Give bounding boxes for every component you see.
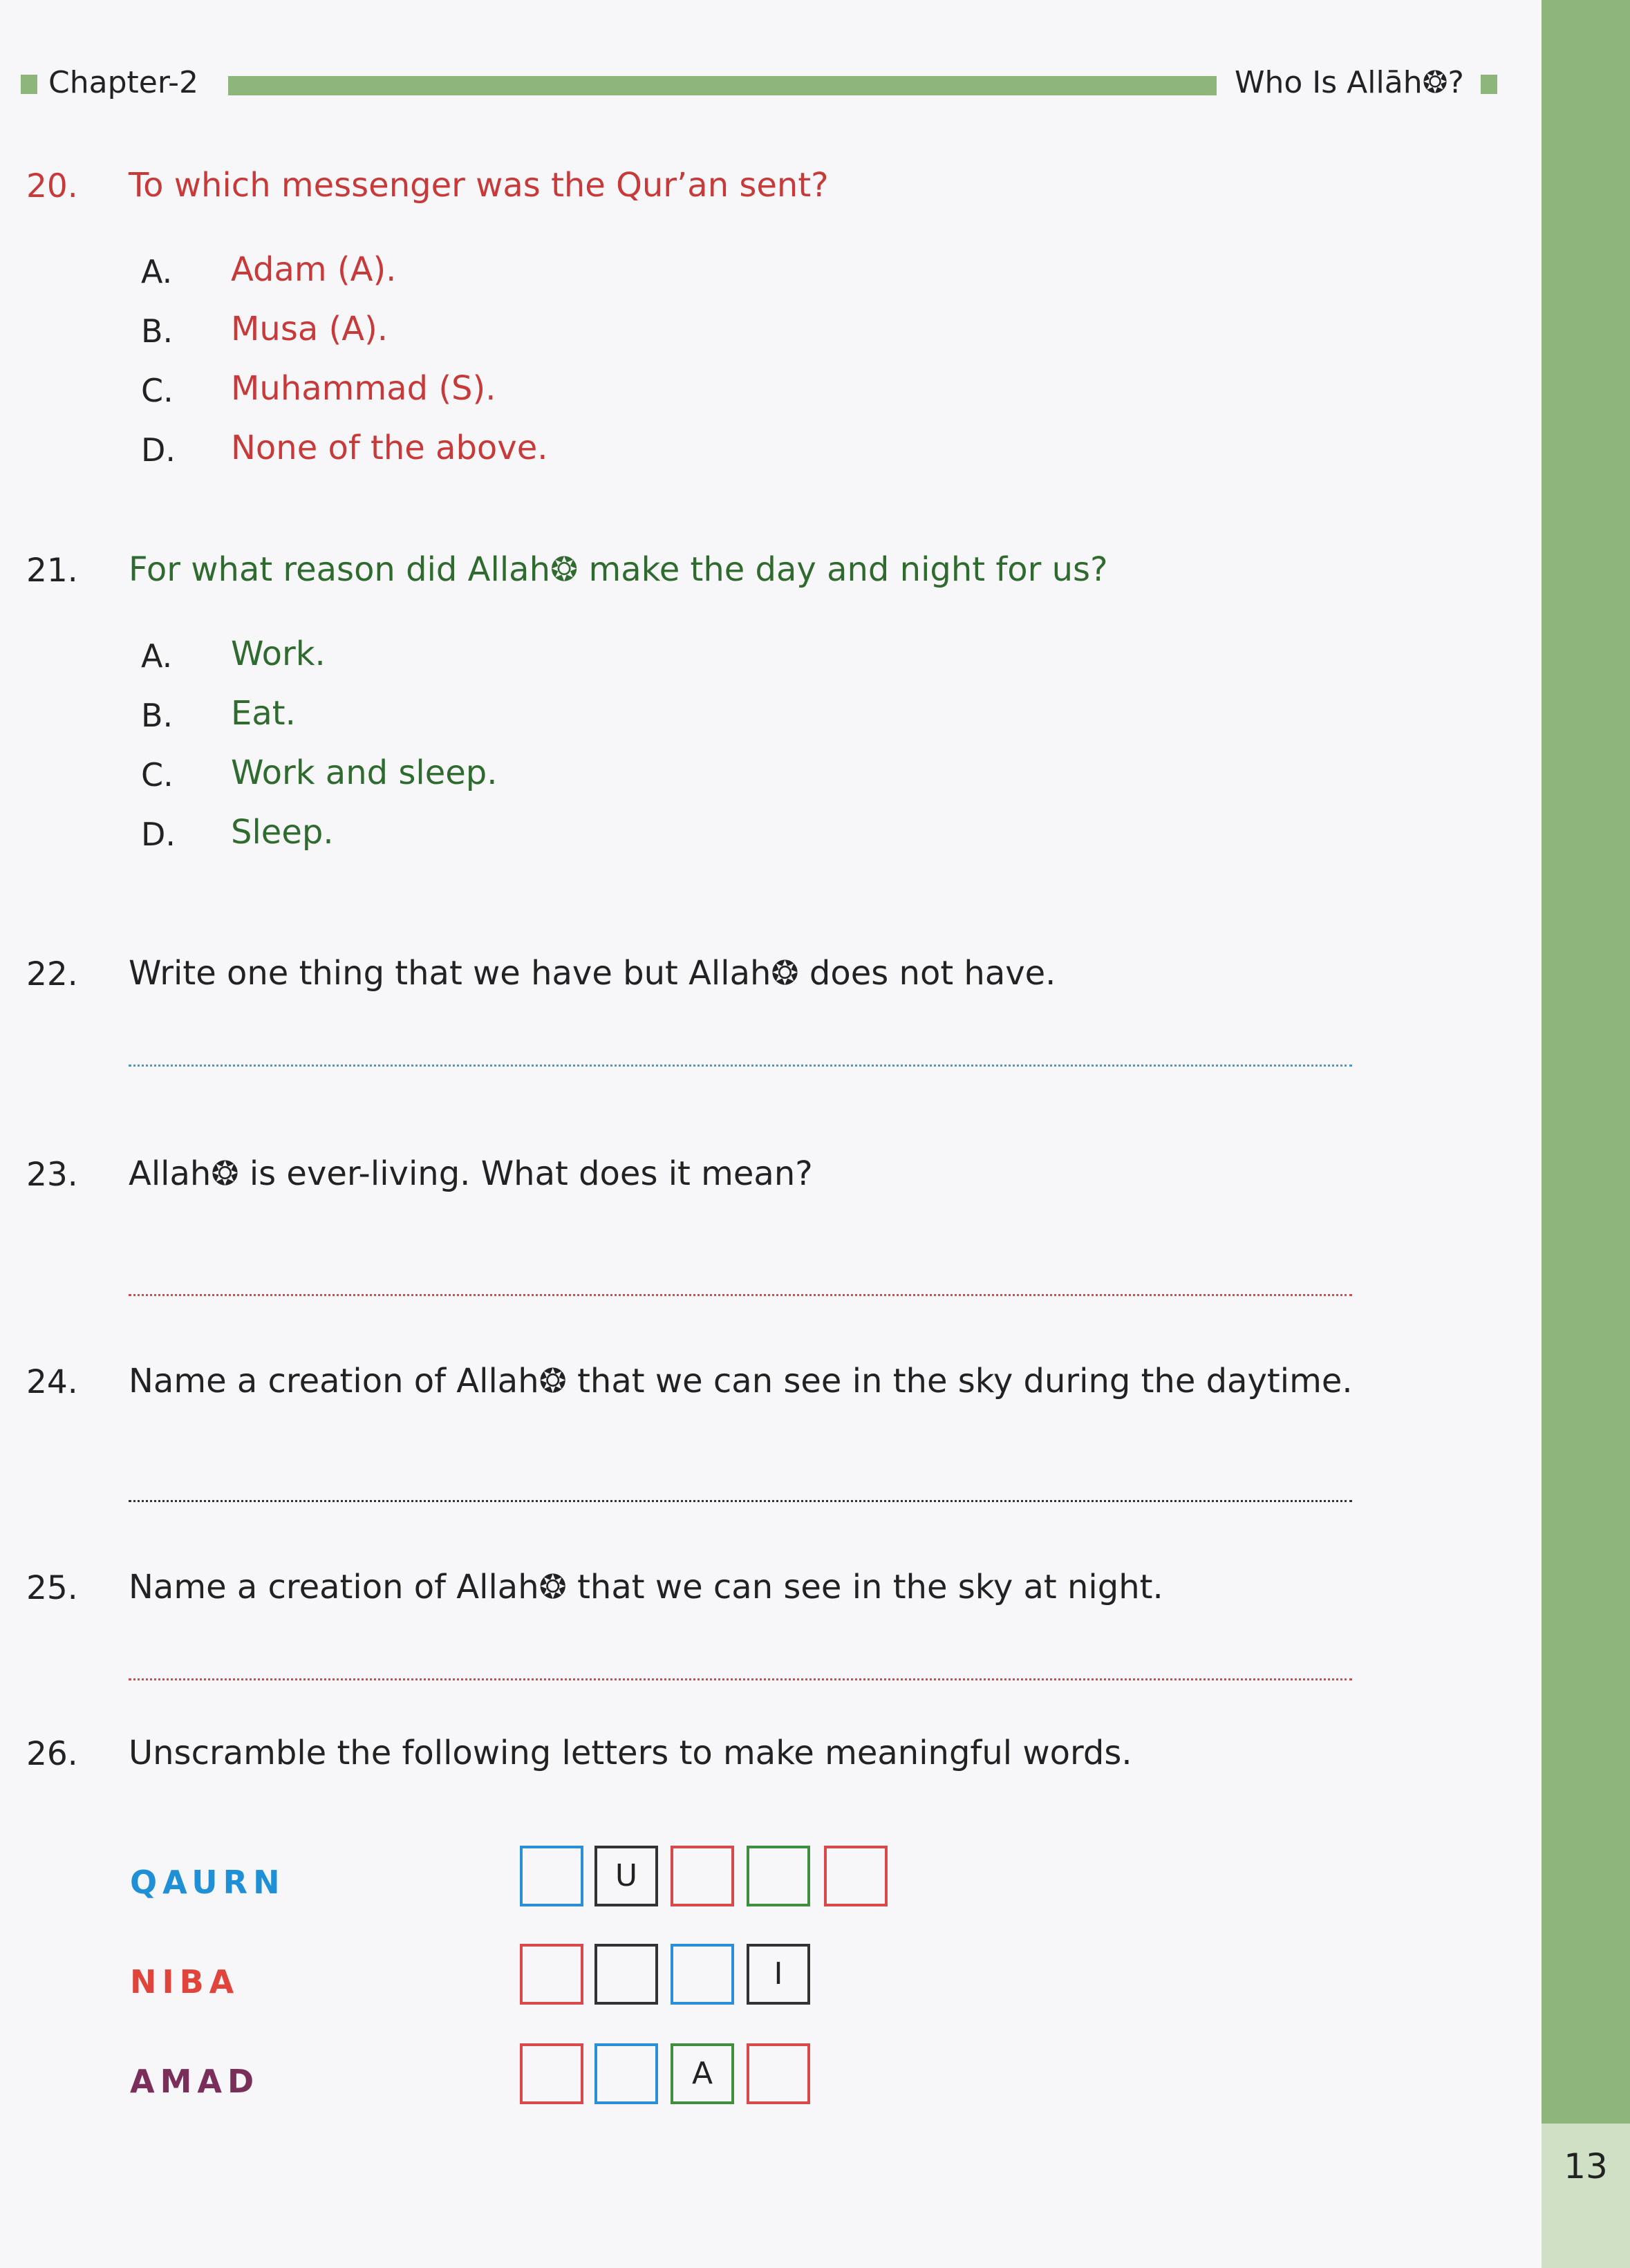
chapter-sidebar [1542,0,1630,2268]
option-letter: C. [141,756,174,794]
scrambled-word: QAURN [130,1864,285,1901]
option-letter: D. [141,431,176,469]
letter-box[interactable]: I [747,1944,810,2005]
page-number: 13 [1564,2146,1608,2186]
question-number: 25. [26,1569,78,1607]
question-number: 26. [26,1735,78,1773]
option-text[interactable]: Eat. [231,694,296,733]
answer-line[interactable] [129,1678,1352,1680]
letter-box[interactable]: U [594,1846,658,1906]
question-number: 24. [26,1363,78,1401]
question-number: 20. [26,167,78,205]
answer-line[interactable] [129,1500,1352,1502]
option-letter: B. [141,312,174,350]
answer-line[interactable] [129,1294,1352,1296]
option-text[interactable]: Work. [231,635,326,673]
question-number: 23. [26,1156,78,1194]
letter-box[interactable] [747,1846,810,1906]
question-text: For what reason did Allah❂ make the day and night for us? [129,550,1108,589]
header-marker-right [1481,75,1497,94]
option-text[interactable]: None of the above. [231,429,548,467]
scrambled-word: NIBA [130,1963,240,2000]
question-text: Name a creation of Allah❂ that we can see in the sky during the daytime. [129,1362,1353,1400]
option-letter: C. [141,372,174,409]
chapter-label: Chapter-2 [48,65,198,100]
letter-box[interactable] [671,1944,734,2005]
letter-box[interactable] [520,1846,583,1906]
letter-box[interactable] [747,2043,810,2104]
question-text: Name a creation of Allah❂ that we can see in the sky at night. [129,1568,1163,1606]
option-letter: A. [141,253,173,290]
answer-line[interactable] [129,1065,1352,1067]
header-marker-left [21,75,37,94]
question-text: Allah❂ is ever-living. What does it mean? [129,1154,813,1193]
option-text[interactable]: Sleep. [231,813,334,852]
option-letter: A. [141,637,173,675]
option-letter: B. [141,697,174,734]
question-number: 21. [26,552,78,590]
option-text[interactable]: Adam (A). [231,250,397,289]
question-text: Unscramble the following letters to make meaningful words. [129,1734,1132,1772]
page-number-tab [1542,2124,1630,2268]
letter-box[interactable] [520,2043,583,2104]
letter-box[interactable] [594,2043,658,2104]
chapter-title: Who Is Allāh❂? [1235,65,1464,100]
option-text[interactable]: Musa (A). [231,310,388,348]
header-bar [228,76,1217,95]
option-text[interactable]: Work and sleep. [231,753,498,792]
letter-box[interactable] [594,1944,658,2005]
letter-box[interactable] [671,1846,734,1906]
option-text[interactable]: Muhammad (S). [231,369,496,408]
letter-box[interactable] [520,1944,583,2005]
question-number: 22. [26,955,78,993]
question-text: To which messenger was the Qur’an sent? [129,166,829,205]
scrambled-word: AMAD [130,2063,260,2100]
letter-box[interactable] [824,1846,888,1906]
option-letter: D. [141,816,176,853]
question-text: Write one thing that we have but Allah❂ does not have. [129,954,1056,993]
letter-box[interactable]: A [671,2043,734,2104]
